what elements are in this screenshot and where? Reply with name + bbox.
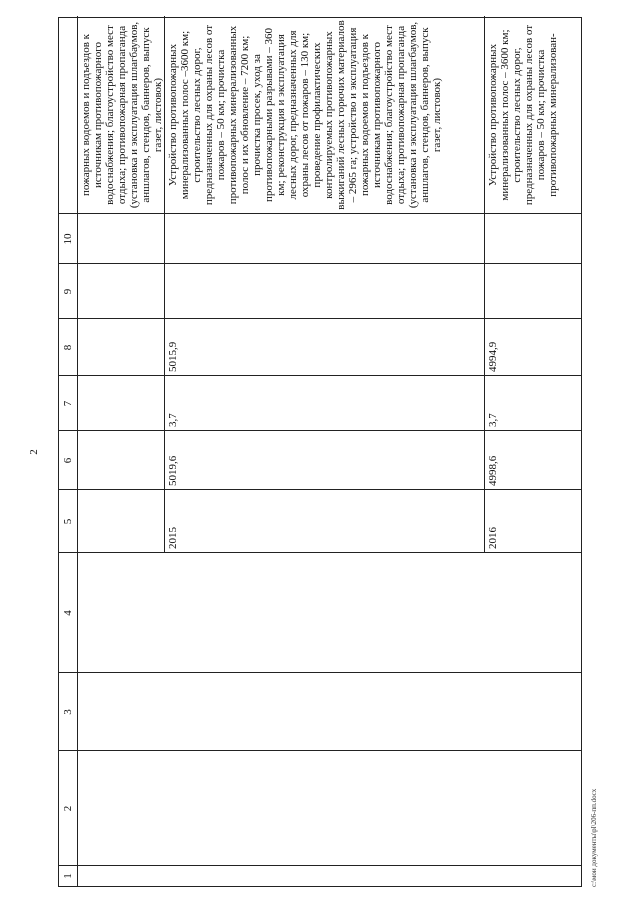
row1-activities: пожарных водоемов и подъездов к источникам противопожарного водоснабжения; благоустройство мест отдыха; противопожарная пропаганда (установка и эксплуатация шлагбаумов, аншлагов, стендов, баннеров, выпуск газет, листовок)	[80, 21, 164, 209]
data-table	[58, 17, 582, 887]
header-col-10: 10	[62, 233, 74, 245]
file-path-footer: c:\мои документы\рl\206-пп.docx	[590, 788, 598, 887]
page-number: 2	[28, 449, 40, 455]
row2016-year: 2016	[487, 527, 499, 549]
header-col-8: 8	[62, 344, 74, 351]
row2015-col6: 3,7	[167, 413, 179, 427]
row2015-col7: 5015,9	[167, 341, 179, 372]
header-col-6: 6	[62, 457, 74, 464]
header-col-1: 1	[62, 873, 74, 879]
header-col-5: 5	[62, 518, 74, 525]
row2016-col7: 4994,9	[487, 341, 499, 372]
rotated-page	[28, 17, 598, 887]
header-col-9: 9	[62, 288, 74, 295]
row2016-col6: 3,7	[487, 413, 499, 427]
header-col-4: 4	[62, 610, 74, 616]
row2015-year: 2015	[167, 527, 179, 549]
row2015-col5: 5019,6	[167, 455, 179, 486]
header-col-3: 3	[62, 709, 74, 715]
header-col-7: 7	[62, 400, 74, 407]
row2016-col5: 4998,6	[487, 455, 499, 486]
row2016-activities: Устройство противопожарных минерализованных полос – 3600 км; строительство лесных дорог, предназначенных для охраны лесов от пожаров – 50 км; прочистка противопожарных минерализован-	[487, 24, 559, 206]
row2015-activities: Устройство противопожарных минерализованных полос –3600 км; строительство лесных дорог, предназначенных для охраны лесов от пожаров – 50 км; прочистка противопожарных минерализованных полос и их обновление – 7200 км; прочистка просек, уход за противопожарными разрывами – 360 км; реконструкция и эксплуатация лесных дорог, предназначенных для охраны лесов от пожаров – 130 км; проведение профилактических контролируемых противопожарных выжиганий лесных горючих материалов – 2965 га; устройство и эксплуатация пожарных водоемов и подъездов к источникам противопожарного водоснабжения; благоустройство мест отдыха; противопожарная пропаганда (установка и эксплуатация шлагбаумов, аншлагов, стендов, баннеров, выпуск газет, листовок)	[167, 20, 443, 210]
header-col-2: 2	[62, 805, 74, 812]
